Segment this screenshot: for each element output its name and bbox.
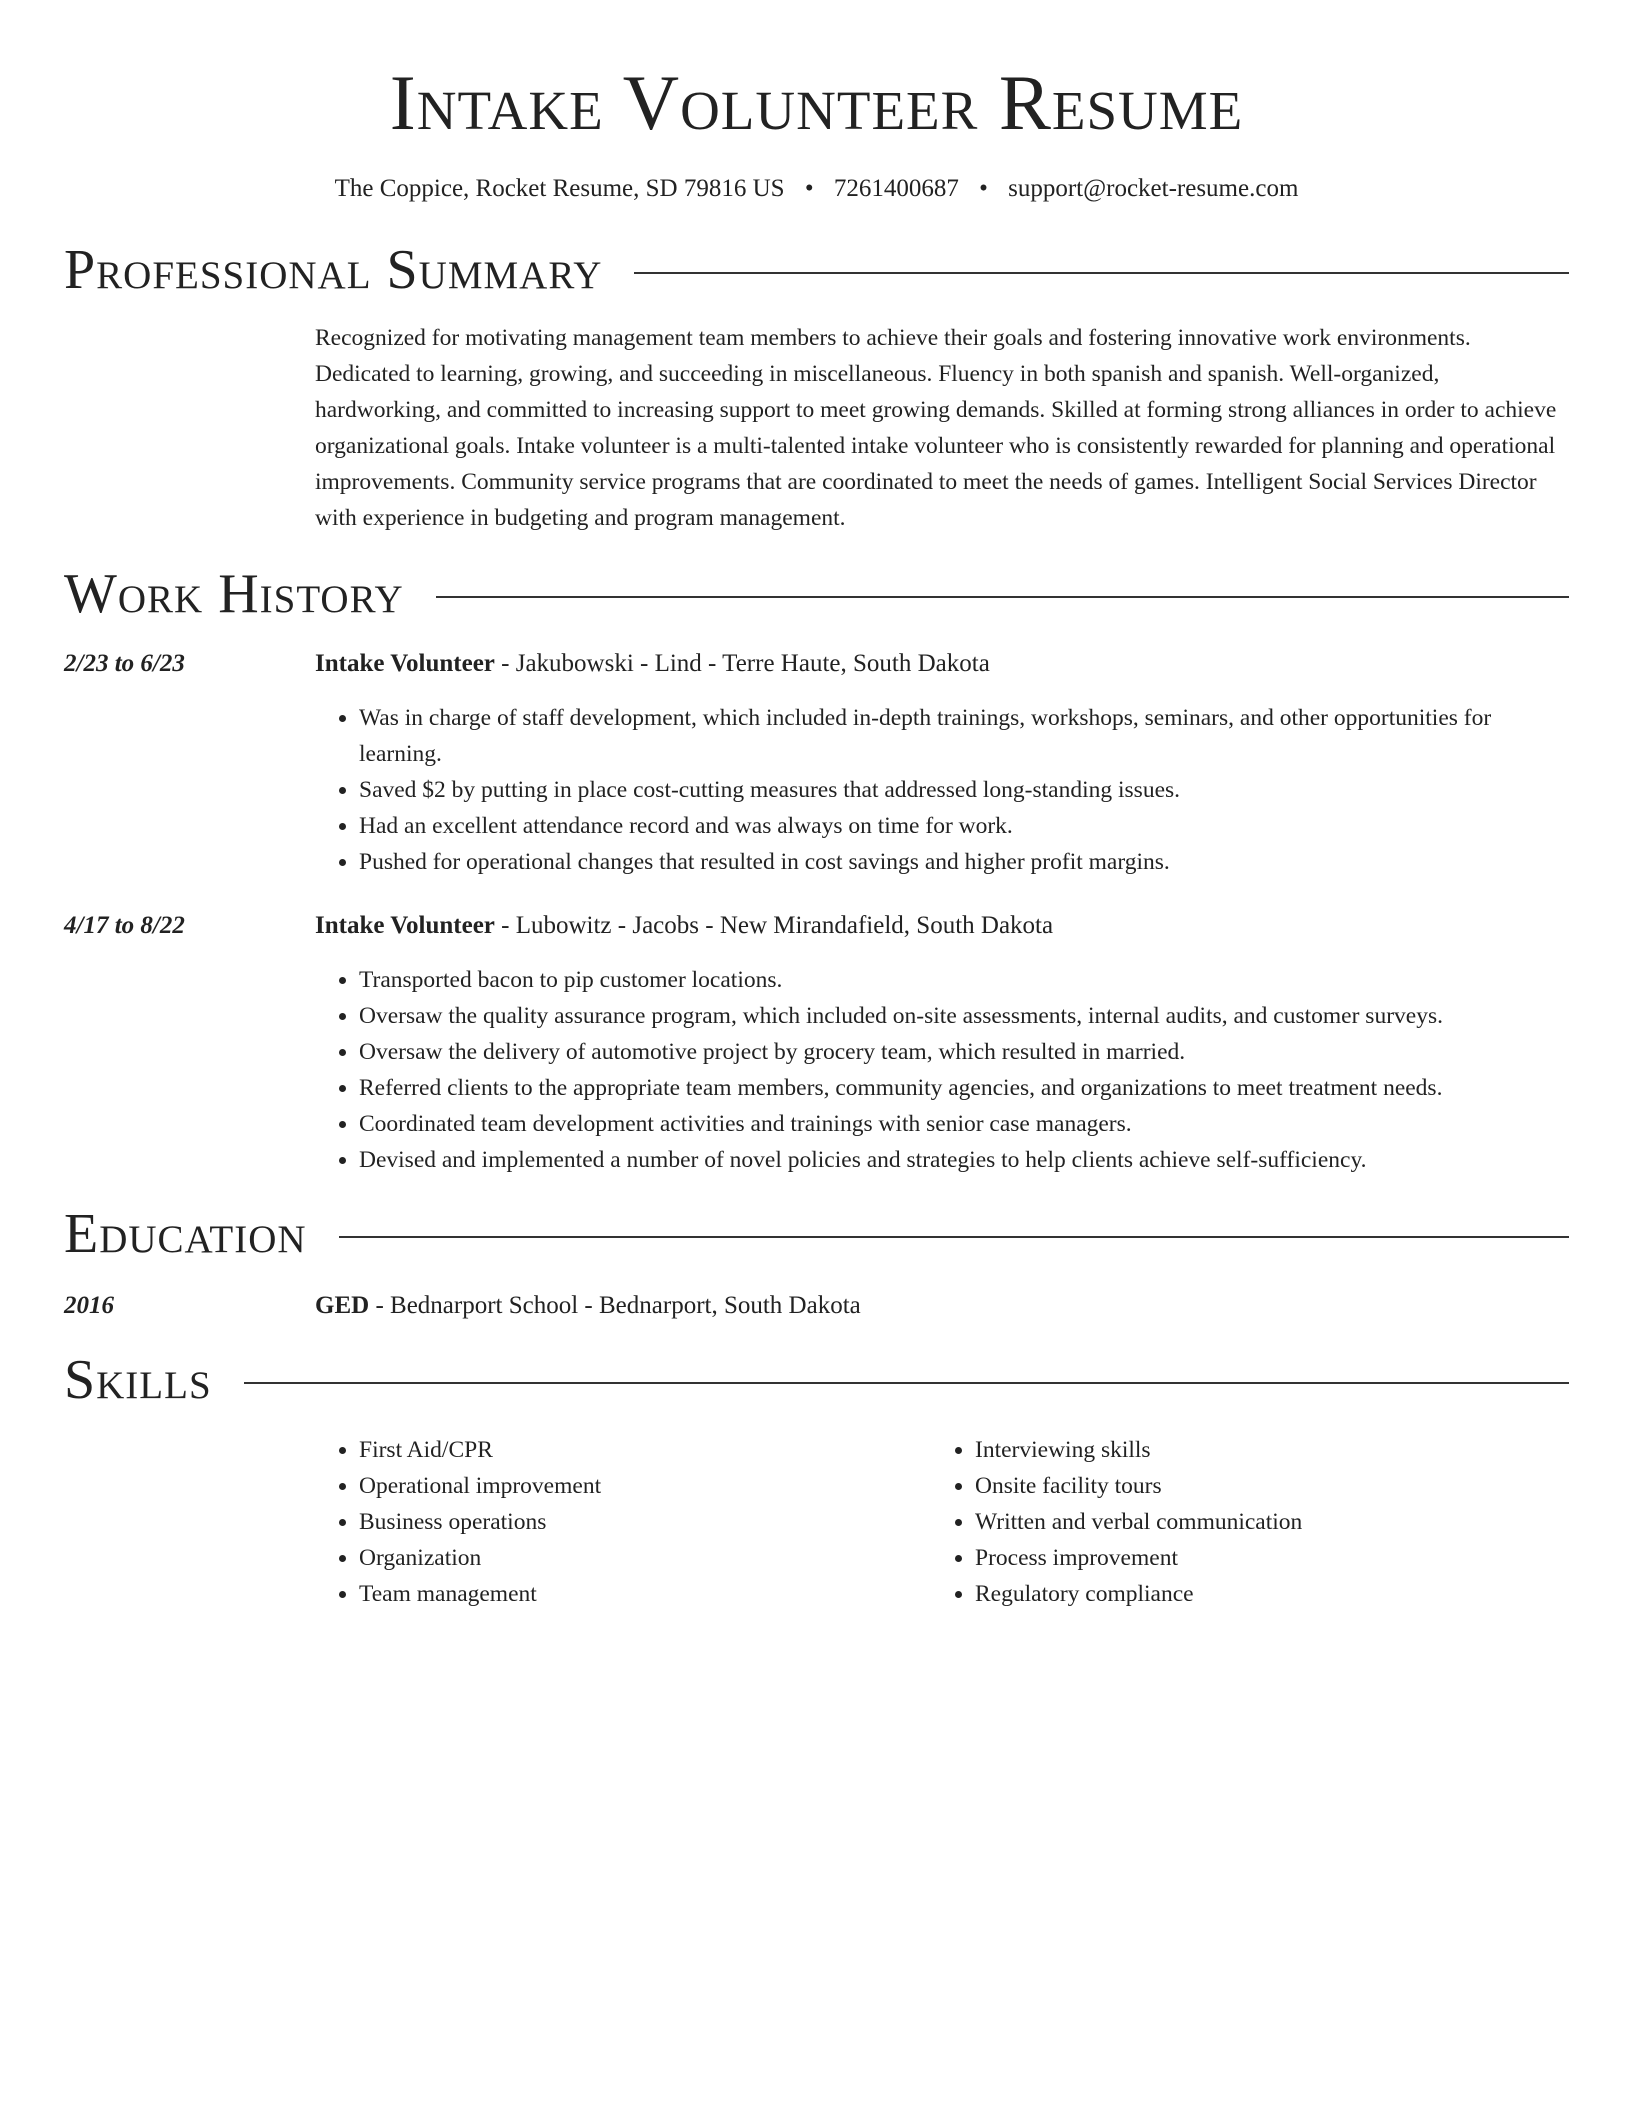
contact-separator: •: [979, 175, 988, 202]
education-section-header: [64, 1202, 1569, 1266]
skill-item: • Organization: [359, 1540, 931, 1576]
resume-page: [64, 0, 1569, 1612]
job-body: [315, 910, 1569, 1178]
job-bullet: • Referred clients to the appropriate team members, community agencies, and organizations to meet treatment needs.: [359, 1070, 1569, 1106]
skills-column-left: [315, 1432, 931, 1612]
skill-item: • Interviewing skills: [975, 1432, 1547, 1468]
section-divider: [244, 1382, 1569, 1384]
skill-item: • First Aid/CPR: [359, 1432, 931, 1468]
job-bullet: • Had an excellent attendance record and was always on time for work.: [359, 808, 1569, 844]
job-entry: [64, 648, 1569, 880]
job-bullet: • Oversaw the quality assurance program, which included on-site assessments, internal audits, and customer surveys.: [359, 998, 1569, 1034]
contact-email: support@rocket-resume.com: [1008, 175, 1299, 202]
job-dates: 4/17 to 8/22: [64, 912, 185, 939]
work-section-header: [64, 562, 1569, 626]
skills-section-header: [64, 1348, 1569, 1412]
job-title: Intake Volunteer: [315, 650, 495, 677]
education-degree: GED: [315, 1292, 370, 1319]
job-bullet: • Transported bacon to pip customer locations.: [359, 962, 1569, 998]
skill-item: • Written and verbal communication: [975, 1504, 1547, 1540]
contact-separator: •: [804, 175, 814, 202]
job-entry: [64, 910, 1569, 1178]
work-heading: Work History: [64, 563, 404, 625]
job-bullet: • Coordinated team development activities and trainings with senior case managers.: [359, 1106, 1569, 1142]
skill-item: • Business operations: [359, 1504, 931, 1540]
skill-item: • Onsite facility tours: [975, 1468, 1547, 1504]
job-bullet: • Saved $2 by putting in place cost-cutting measures that addressed long-standing issues.: [359, 772, 1569, 808]
job-bullet: • Was in charge of staff development, which included in-depth trainings, workshops, seminars, and other opportunities for learning.: [359, 700, 1569, 772]
skill-item: • Team management: [359, 1576, 931, 1612]
job-details: - Jakubowski - Lind - Terre Haute, South Dakota: [494, 650, 990, 677]
section-divider: [634, 272, 1569, 274]
education-body: [315, 1290, 1569, 1322]
job-line: [315, 910, 1569, 942]
skills-heading: Skills: [64, 1349, 212, 1411]
skills-list: [315, 1432, 1569, 1612]
skills-column-right: [931, 1432, 1547, 1612]
section-divider: [436, 596, 1569, 598]
education-entry: [64, 1290, 1569, 1322]
summary-section-header: [64, 238, 1569, 302]
job-bullets: [315, 700, 1569, 880]
job-dates: 2/23 to 6/23: [64, 650, 185, 677]
education-year: 2016: [64, 1292, 114, 1319]
job-bullets: [315, 962, 1569, 1178]
job-body: [315, 648, 1569, 880]
education-heading: Education: [64, 1203, 307, 1265]
job-line: [315, 648, 1569, 680]
education-line: [315, 1290, 1569, 1322]
section-divider: [339, 1236, 1569, 1238]
skill-item: • Process improvement: [975, 1540, 1547, 1576]
contact-line: [64, 174, 1569, 204]
job-bullet: • Oversaw the delivery of automotive project by grocery team, which resulted in married.: [359, 1034, 1569, 1070]
job-details: - Lubowitz - Jacobs - New Mirandafield, South Dakota: [494, 912, 1054, 939]
contact-phone: 7261400687: [833, 175, 959, 202]
job-bullet: • Pushed for operational changes that resulted in cost savings and higher profit margins.: [359, 844, 1569, 880]
job-bullet: • Devised and implemented a number of novel policies and strategies to help clients achieve self-sufficiency.: [359, 1142, 1569, 1178]
summary-heading: Professional Summary: [64, 239, 603, 301]
contact-address: The Coppice, Rocket Resume, SD 79816 US: [334, 175, 785, 202]
education-details: - Bednarport School - Bednarport, South Dakota: [369, 1292, 861, 1319]
resume-title: Intake Volunteer Resume: [389, 59, 1244, 146]
summary-text: Recognized for motivating management team members to achieve their goals and fostering innovative work environments. Dedicated to learning, growing, and succeeding in miscellaneous. Fluency in both spanish and spanish. Well-organized, hardworking, and committed to increasing support to meet growing demands. Skilled at forming strong alliances in order to achieve organizational goals. Intake volunteer is a multi-talented intake volunteer who is consistently rewarded for planning and operational improvements. Community service programs that are coordinated to meet the needs of games. Intelligent Social Services Director with experience in budgeting and program management.: [315, 325, 1557, 531]
skill-item: • Operational improvement: [359, 1468, 931, 1504]
skill-item: • Regulatory compliance: [975, 1576, 1547, 1612]
job-title: Intake Volunteer: [315, 912, 495, 939]
